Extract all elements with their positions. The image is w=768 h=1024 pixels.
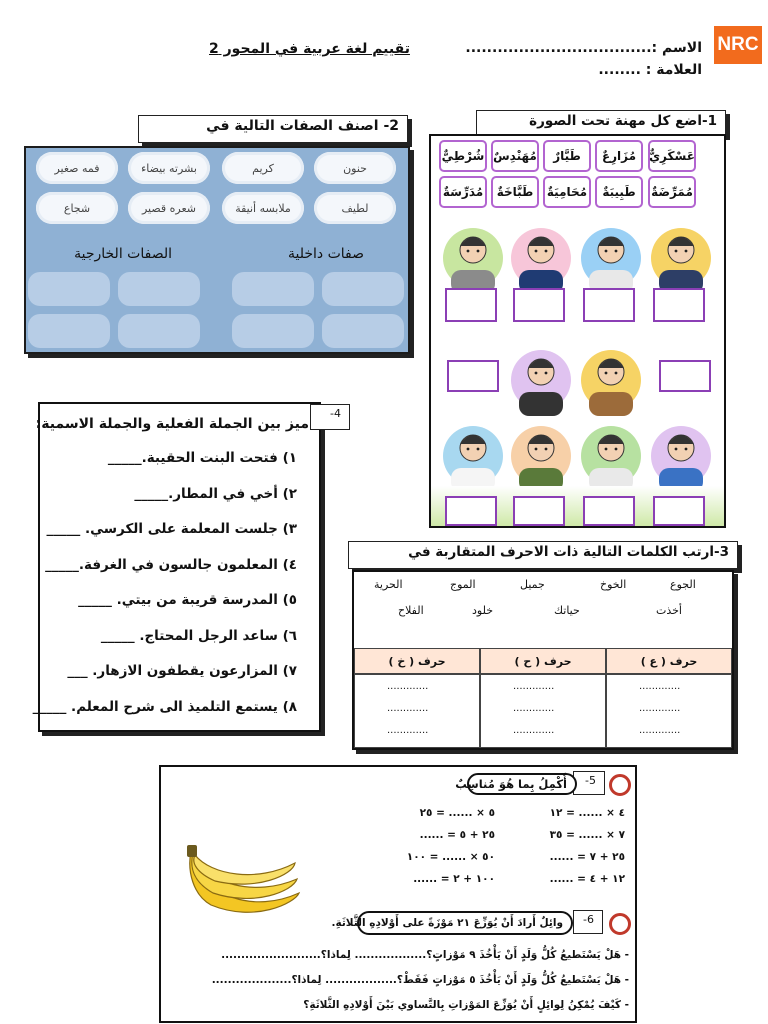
trait-answer-slot	[118, 314, 200, 348]
q1-answer-box	[447, 360, 499, 392]
q4-sentence: ٥) المدرسة قريبة من بيتي. _____	[78, 592, 297, 608]
q3-answer-dots: .............	[639, 681, 681, 692]
q4-sentence: ٣) جلست المعلمة على الكرسي. _____	[46, 521, 297, 537]
q1-panel	[429, 134, 726, 528]
q3-word: الفلاح	[398, 604, 424, 617]
q6-question: - هَلْ يَسْتَطيعُ كُلُّ وَلَدٍ أَنْ يَأْخُذَ ٩ مَوْزاتٍ؟.................. لِماذا؟.........................	[221, 949, 629, 961]
profession-person-icon	[509, 218, 573, 294]
profession-person-icon	[649, 218, 713, 294]
q3-table-column	[480, 674, 606, 748]
profession-person-icon	[579, 218, 643, 294]
q5-title: أُكْمِلُ بِما هُوَ مُناسِبٌ	[467, 773, 577, 795]
q5-panel	[159, 765, 637, 1023]
q3-answer-dots: .............	[639, 725, 681, 736]
q3-table-column	[606, 674, 732, 748]
q1-answer-box	[445, 496, 497, 526]
q3-word: الخوخ	[600, 578, 627, 591]
q3-word: حياتك	[554, 604, 580, 617]
q2-title: 2- اصنف الصفات التالية في	[138, 115, 408, 143]
name-field-label: الاسم :...................................	[465, 40, 702, 56]
q1-word-chip: مُزَارِعٌ	[595, 140, 643, 172]
q6-question: - كَيْفَ يُمْكِنُ لِوائِلٍ أَنْ يُوَزِّعَ المَوْزاتِ بِالتَّساوي بَيْنَ أَوْلادِهِ الثَّلاثَةِ؟	[303, 999, 629, 1011]
q3-title: 3-ارتب الكلمات التالية ذات الاحرف المتقاربة في	[348, 541, 738, 569]
q1-word-chip: طَبِيبَةٌ	[595, 176, 643, 208]
q1-answer-box	[513, 288, 565, 322]
q3-table-header: حرف ( خ )	[354, 648, 480, 674]
q1-word-chip: مُهَنْدِسٌ	[491, 140, 539, 172]
trait-answer-slot	[322, 272, 404, 306]
trait-cloud: لطيف	[314, 192, 396, 224]
trait-answer-slot	[232, 314, 314, 348]
q1-word-chip: مُمَرِّضَةٌ	[648, 176, 696, 208]
profession-person-icon	[509, 340, 573, 416]
nrc-logo: NRC	[714, 26, 762, 64]
q1-answer-box	[583, 496, 635, 526]
q1-word-chip: طَبَّاخَةٌ	[491, 176, 539, 208]
math-exercise: ٧ × ...... = ٣٥	[549, 829, 625, 841]
q1-word-chip: عَسْكَرِيٌّ	[648, 140, 696, 172]
math-exercise: ٥٠ × ...... = ١٠٠	[406, 851, 495, 863]
math-exercise: ٢٥ + ٥ = ......	[419, 829, 495, 841]
page-title: تقييم لغة عربية في المحور 2	[209, 41, 410, 57]
profession-person-icon	[509, 416, 573, 492]
q2-outer-traits-label: الصفات الخارجية	[74, 246, 172, 262]
math-exercise: ٤ × ...... = ١٢	[549, 807, 625, 819]
q3-answer-dots: .............	[513, 681, 555, 692]
profession-person-icon	[579, 416, 643, 492]
trait-cloud: كريم	[222, 152, 304, 184]
trait-cloud: شجاع	[36, 192, 118, 224]
trait-cloud: حنون	[314, 152, 396, 184]
trait-answer-slot	[322, 314, 404, 348]
profession-person-icon	[579, 340, 643, 416]
q3-answer-dots: .............	[513, 703, 555, 714]
q6-number-circle	[609, 913, 631, 935]
q6-question: - هَلْ يَسْتَطيعُ كُلُّ وَلَدٍ أَنْ يَأْخُذَ ٥ مَوْزاتٍ فَقَطْ؟.................. لِماذا؟....................	[211, 974, 629, 986]
q3-answer-dots: .............	[513, 725, 555, 736]
q3-word: جميل	[520, 578, 545, 591]
q4-sentence: ٨) يستمع التلميذ الى شرح المعلم. _____	[32, 698, 297, 715]
trait-answer-slot	[28, 314, 110, 348]
q4-title: ميز بين الجملة الفعلية والجملة الاسمية:	[35, 416, 309, 432]
q1-answer-box	[653, 496, 705, 526]
q1-title: 1-اضع كل مهنة تحت الصورة	[476, 110, 726, 136]
q1-answer-box	[445, 288, 497, 322]
q1-word-chip: مُحَامِيَةٌ	[543, 176, 591, 208]
q3-word: أخذت	[656, 604, 682, 617]
q5-number-circle	[609, 774, 631, 796]
trait-cloud: شعره قصير	[128, 192, 210, 224]
q4-sentence: ٢) أخي في المطار._____	[134, 485, 297, 502]
profession-person-icon	[441, 416, 505, 492]
q1-answer-box	[653, 288, 705, 322]
q3-table-column	[354, 674, 480, 748]
math-exercise: ٥ × ...... = ٢٥	[419, 807, 495, 819]
q3-answer-dots: .............	[387, 703, 429, 714]
q4-sentence: ٤) المعلمون جالسون في الغرفة._____	[45, 556, 297, 573]
q3-word: الموج	[450, 578, 476, 591]
trait-answer-slot	[28, 272, 110, 306]
q3-word: الحرية	[374, 578, 403, 591]
trait-cloud: ملابسه أنيقة	[222, 192, 304, 224]
q3-answer-dots: .............	[387, 681, 429, 692]
q2-inner-traits-label: صفات داخلية	[287, 246, 364, 262]
profession-person-icon	[649, 416, 713, 492]
q6-number: 6-	[573, 910, 603, 934]
q5-number: 5-	[573, 771, 605, 795]
q6-title: وائِلٌ أَرادَ أَنْ يُوَزِّعَ ٢١ مَوْزَةً على أَوْلادِهِ الثَّلاثَةِ.	[357, 911, 573, 935]
trait-cloud: فمه صغير	[36, 152, 118, 184]
q1-word-chip: شُرْطِيٌّ	[439, 140, 487, 172]
q4-number: 4-	[310, 404, 350, 430]
q3-word: خلود	[472, 604, 494, 617]
q4-panel	[32, 402, 341, 732]
trait-cloud: بشرته بيضاء	[128, 152, 210, 184]
q1-answer-box	[513, 496, 565, 526]
trait-answer-slot	[118, 272, 200, 306]
q1-answer-box	[659, 360, 711, 392]
banana-icon	[185, 841, 307, 921]
math-exercise: ١٠٠ + ٢ = ......	[413, 873, 495, 885]
q3-word: الجوع	[670, 578, 696, 591]
profession-person-icon	[441, 218, 505, 294]
q1-word-chip: طَيَّارٌ	[543, 140, 591, 172]
q1-word-chip: مُدَرِّسَةٌ	[439, 176, 487, 208]
q1-answer-box	[583, 288, 635, 322]
q4-sentence: ٧) المزارعون يقطفون الازهار. ___	[67, 663, 297, 679]
q3-table-header: حرف ( ح )	[480, 648, 606, 674]
q3-table-header: حرف ( ع )	[606, 648, 732, 674]
q2-panel	[24, 146, 410, 354]
trait-answer-slot	[232, 272, 314, 306]
grade-field-label: العلامة : ........	[598, 62, 702, 78]
math-exercise: ١٢ + ٤ = ......	[549, 873, 625, 885]
q3-answer-dots: .............	[639, 703, 681, 714]
math-exercise: ٢٥ + ٧ = ......	[549, 851, 625, 863]
q4-sentence: ٦) ساعد الرجل المحتاج. _____	[100, 627, 297, 644]
q4-sentence: ١) فتحت البنت الحقيبة._____	[107, 450, 297, 466]
q3-answer-dots: .............	[387, 725, 429, 736]
q3-panel	[352, 570, 734, 750]
